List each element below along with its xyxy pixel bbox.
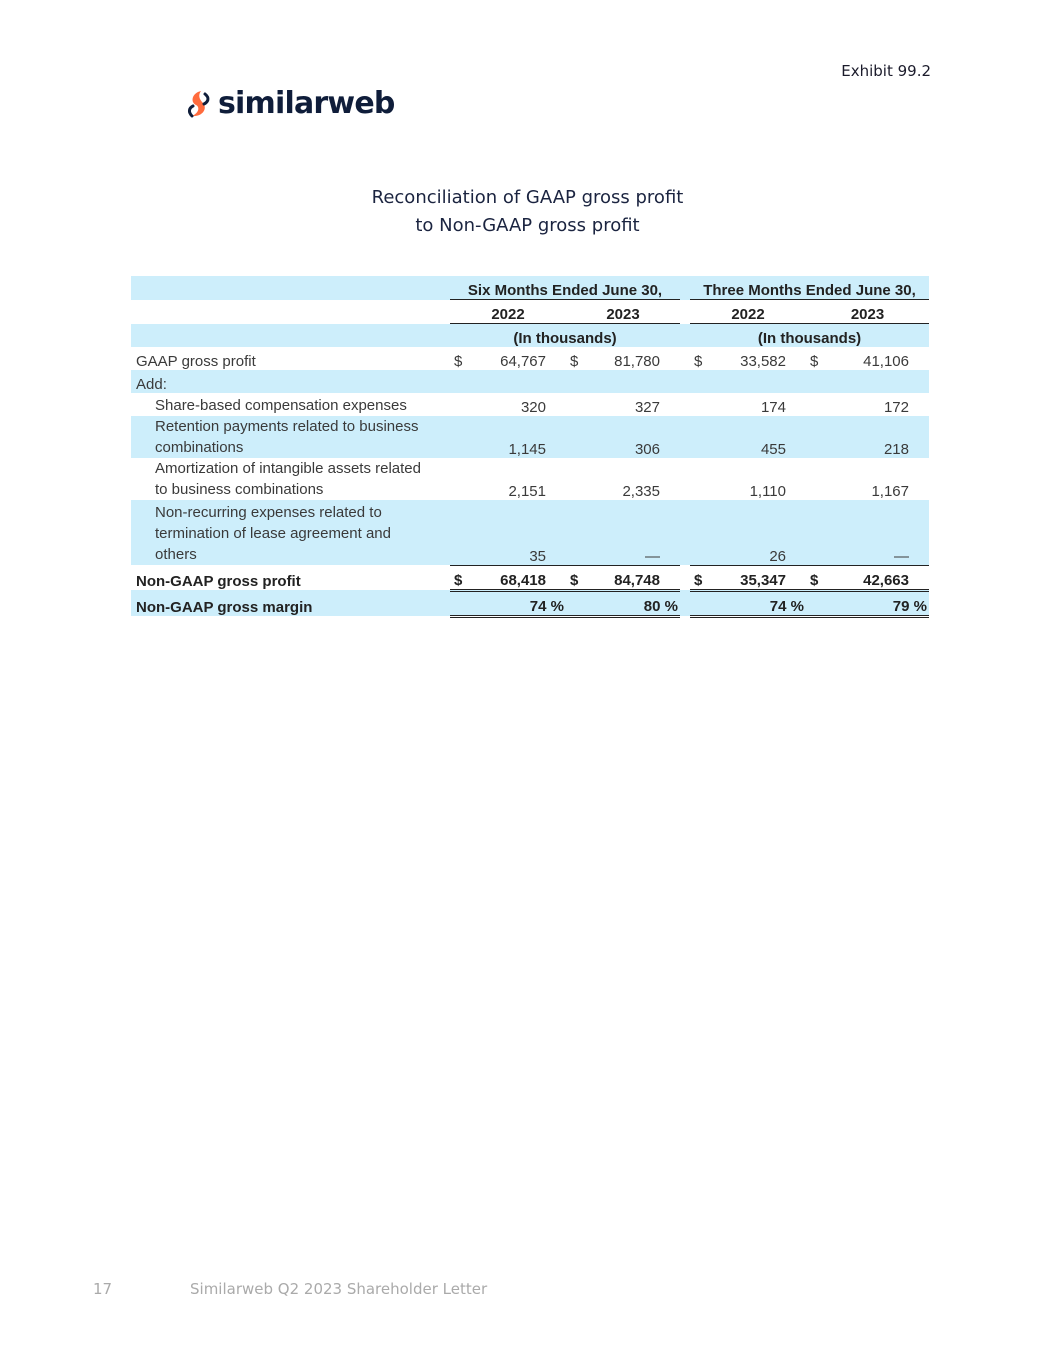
currency-symbol: $ — [690, 565, 710, 590]
row-label: GAAP gross profit — [136, 353, 256, 370]
cell-value: 2,151 — [508, 483, 546, 500]
currency-symbol: $ — [566, 565, 586, 590]
cell-value: 68,418 — [470, 565, 566, 590]
cell-value: 74 % — [710, 590, 806, 616]
units-header: (In thousands) — [757, 330, 862, 347]
cell-value: 42,663 — [826, 565, 929, 590]
currency-symbol: $ — [810, 353, 819, 370]
cell-value: 1,167 — [871, 483, 909, 500]
cell-value: 1,110 — [749, 483, 786, 500]
cell-value: 33,582 — [740, 353, 786, 370]
year-header: 2023 — [566, 300, 680, 324]
company-logo — [186, 86, 395, 121]
cell-value: 74 % — [470, 590, 566, 616]
cell-value: 327 — [634, 399, 660, 416]
cell-value: 64,767 — [500, 353, 546, 370]
currency-symbol: $ — [450, 565, 470, 590]
cell-value: 81,780 — [614, 353, 660, 370]
cell-value: 455 — [760, 441, 786, 458]
similarweb-logo-icon — [186, 89, 212, 119]
cell-value: 84,748 — [586, 565, 680, 590]
currency-symbol: $ — [694, 353, 703, 370]
cell-value: 35 — [470, 500, 566, 565]
table-row — [131, 347, 929, 370]
reconciliation-table — [131, 276, 929, 618]
row-label-line: to business combinations — [155, 481, 324, 498]
exhibit-label: Exhibit 99.2 — [841, 62, 931, 80]
cell-value: 172 — [883, 399, 909, 416]
cell-value: 2,335 — [622, 483, 660, 500]
year-header: 2022 — [690, 300, 806, 324]
row-label — [131, 500, 450, 565]
cell-value: 306 — [634, 441, 660, 458]
row-label-line: termination of lease agreement and — [155, 525, 391, 542]
title-line-1: Reconciliation of GAAP gross profit — [371, 187, 684, 208]
period-header-six-months: Six Months Ended June 30, — [450, 276, 680, 300]
cell-value: — — [826, 500, 929, 565]
row-label-line: Non-recurring expenses related to — [155, 504, 382, 521]
cell-value: 80 % — [586, 590, 680, 616]
row-label — [131, 458, 450, 500]
document-title — [0, 184, 1055, 240]
currency-symbol: $ — [454, 353, 463, 370]
table-row — [131, 458, 929, 500]
page-number: 17 — [93, 1280, 113, 1298]
year-header: 2022 — [450, 300, 566, 324]
row-label: Non-GAAP gross profit — [136, 573, 301, 590]
row-label — [131, 416, 450, 458]
year-header: 2023 — [806, 300, 929, 324]
table-row — [131, 370, 929, 393]
cell-value: 26 — [710, 500, 806, 565]
table-header-periods — [131, 276, 929, 300]
footer-text: Similarweb Q2 2023 Shareholder Letter — [190, 1280, 488, 1298]
cell-value: 79 % — [826, 590, 929, 616]
row-label: Non-GAAP gross margin — [136, 599, 313, 616]
row-label: Add: — [136, 376, 167, 393]
period-header-three-months: Three Months Ended June 30, — [690, 276, 929, 300]
cell-value: 174 — [760, 399, 786, 416]
table-row — [131, 416, 929, 458]
table-row — [131, 500, 929, 565]
table-row-total — [131, 590, 929, 616]
currency-symbol: $ — [806, 565, 826, 590]
row-label: Share-based compensation expenses — [155, 397, 407, 414]
title-line-2: to Non-GAAP gross profit — [415, 215, 640, 236]
cell-value: — — [586, 500, 680, 565]
table-header-units — [131, 324, 929, 348]
table-row — [131, 393, 929, 416]
cell-value: 35,347 — [710, 565, 806, 590]
cell-value: 41,106 — [863, 353, 909, 370]
row-label-line: Retention payments related to business — [155, 418, 419, 435]
row-label-line: Amortization of intangible assets related — [155, 460, 421, 477]
cell-value: 218 — [883, 441, 909, 458]
units-header: (In thousands) — [513, 330, 617, 347]
row-label-line: others — [155, 546, 197, 563]
table-header-years — [131, 300, 929, 324]
logo-wordmark: similarweb — [218, 86, 395, 121]
cell-value: 1,145 — [508, 441, 546, 458]
row-label-line: combinations — [155, 439, 244, 456]
cell-value: 320 — [520, 399, 546, 416]
currency-symbol: $ — [570, 353, 579, 370]
table-row-total — [131, 565, 929, 590]
